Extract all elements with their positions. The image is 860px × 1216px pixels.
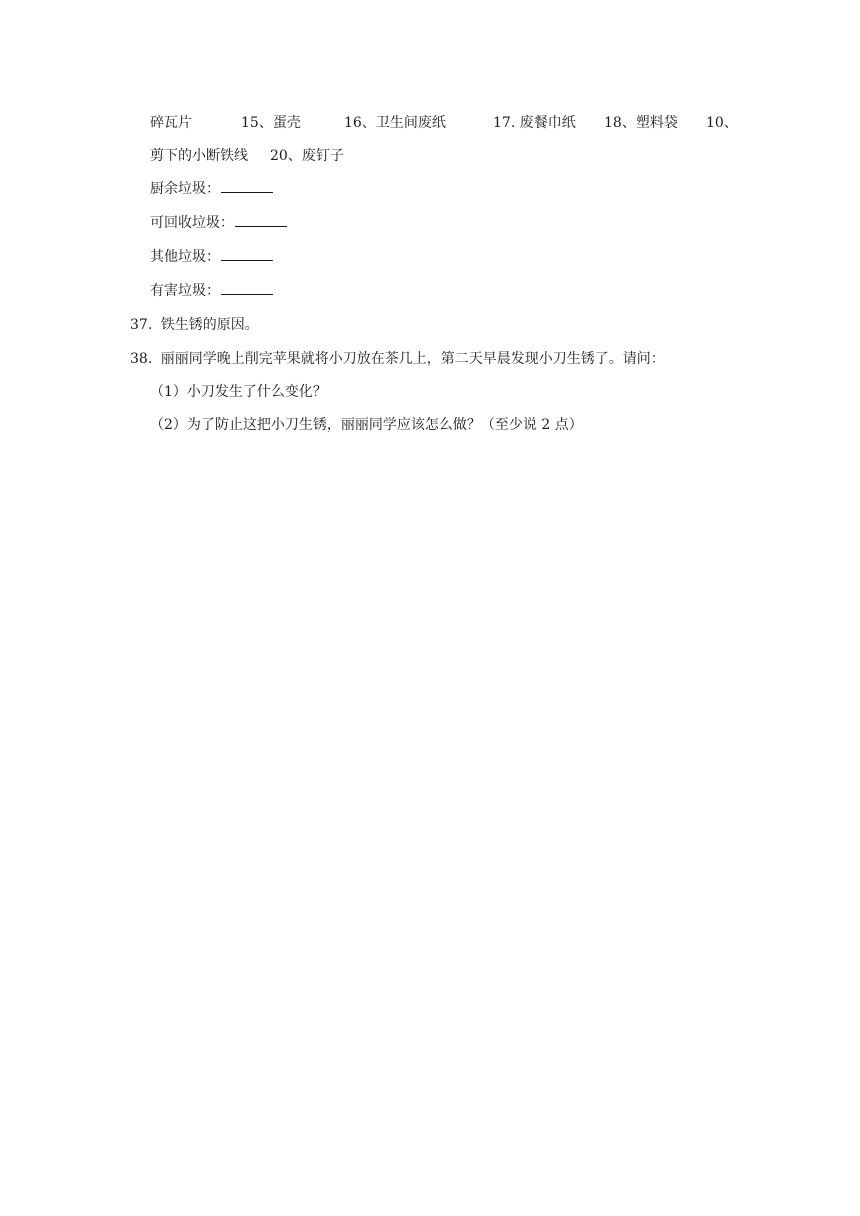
question-37 [130, 315, 259, 335]
item-broken-tiles: 碎瓦片 [150, 115, 192, 131]
item-napkin: 17. 废餐巾纸 [493, 115, 576, 131]
answer-blank[interactable] [221, 180, 273, 193]
category-kitchen-waste [150, 179, 273, 199]
category-hazardous [150, 281, 273, 301]
answer-blank[interactable] [221, 282, 273, 295]
question-number: 37. [130, 317, 153, 333]
item-toilet-paper: 16、卫生间废纸 [344, 115, 446, 131]
category-label: 其他垃圾： [150, 249, 220, 265]
question-38 [130, 349, 665, 369]
sub-question-text: （1）小刀发生了什么变化？ [150, 384, 327, 400]
question-text: 丽丽同学晚上削完苹果就将小刀放在茶几上，第二天早晨发现小刀生锈了。请问： [160, 351, 665, 367]
item-eggshell: 15、蛋壳 [241, 115, 301, 131]
item-plastic-bag: 18、塑料袋 [604, 115, 678, 131]
category-label: 有害垃圾： [150, 283, 220, 299]
category-recyclable [150, 213, 287, 233]
question-number: 38. [130, 351, 153, 367]
question-text: 铁生锈的原因。 [160, 317, 259, 333]
item-nails: 20、废钉子 [270, 148, 344, 164]
category-other-waste [150, 247, 273, 267]
category-label: 可回收垃圾： [150, 215, 234, 231]
question-38-sub-1 [150, 382, 327, 402]
item-number-10: 10、 [706, 115, 738, 131]
answer-blank[interactable] [221, 248, 273, 261]
category-label: 厨余垃圾： [150, 181, 220, 197]
answer-blank[interactable] [235, 214, 287, 227]
sub-question-text: （2）为了防止这把小刀生锈，丽丽同学应该怎么做？（至少说 2 点） [150, 417, 583, 433]
question-38-sub-2 [150, 415, 583, 435]
item-wire-pieces: 剪下的小断铁线 [150, 148, 248, 164]
